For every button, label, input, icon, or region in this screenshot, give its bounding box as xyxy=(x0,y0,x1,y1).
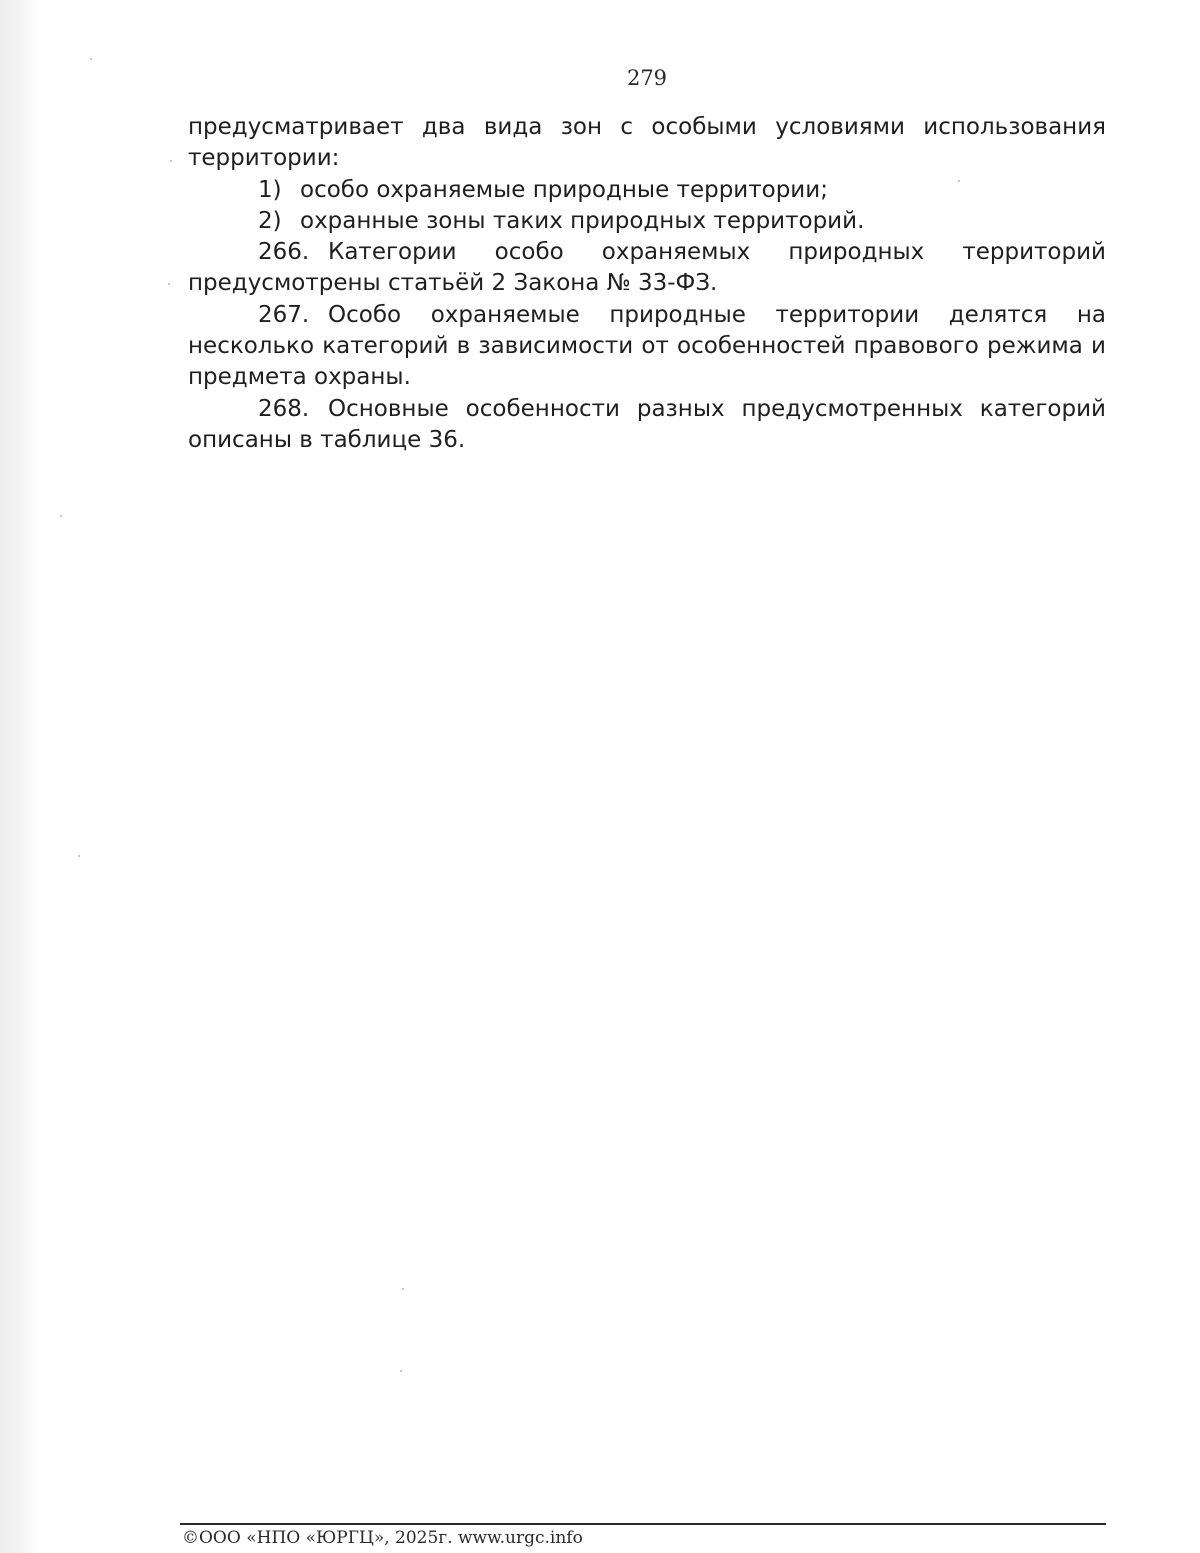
numbered-paragraph xyxy=(188,300,1106,394)
scan-speck xyxy=(400,1370,402,1372)
scan-speck xyxy=(168,283,170,285)
scan-speck xyxy=(78,855,80,857)
scan-speck xyxy=(60,515,62,517)
scan-shadow-edge xyxy=(0,0,38,1553)
list-marker: 1) xyxy=(258,176,282,203)
paragraph-number: 268. xyxy=(258,395,310,422)
list-marker: 2) xyxy=(258,207,282,234)
document-body xyxy=(188,112,1106,456)
list-item xyxy=(188,175,1106,206)
paragraph-text: Основные особенности разных предусмотренных категорий описаны в таблице 36. xyxy=(188,395,1106,453)
paragraph-text: Категории особо охраняемых природных территорий предусмотрены статьёй 2 Закона № 33-ФЗ. xyxy=(188,239,1106,297)
paragraph-number: 267. xyxy=(258,301,310,328)
scan-speck xyxy=(402,1288,404,1290)
list-item-text: охранные зоны таких природных территорий. xyxy=(300,207,865,234)
list-item xyxy=(188,206,1106,237)
footer-divider xyxy=(180,1523,1106,1525)
scan-speck xyxy=(170,160,172,162)
paragraph-number: 266. xyxy=(258,239,310,266)
scan-speck xyxy=(90,58,92,60)
page-number: 279 xyxy=(626,66,668,90)
list-item-text: особо охраняемые природные территории; xyxy=(300,176,828,203)
numbered-paragraph xyxy=(188,237,1106,300)
intro-paragraph: предусматривает два вида зон с особыми условиями использования территории: xyxy=(188,114,1106,172)
numbered-paragraph xyxy=(188,394,1106,457)
paragraph-text: Особо охраняемые природные территории делятся на несколько категорий в зависимости от особенностей правового режима и предмета охраны. xyxy=(188,301,1106,391)
footer-copyright: ©ООО «НПО «ЮРГЦ», 2025г. www.urgc.info xyxy=(182,1528,583,1548)
